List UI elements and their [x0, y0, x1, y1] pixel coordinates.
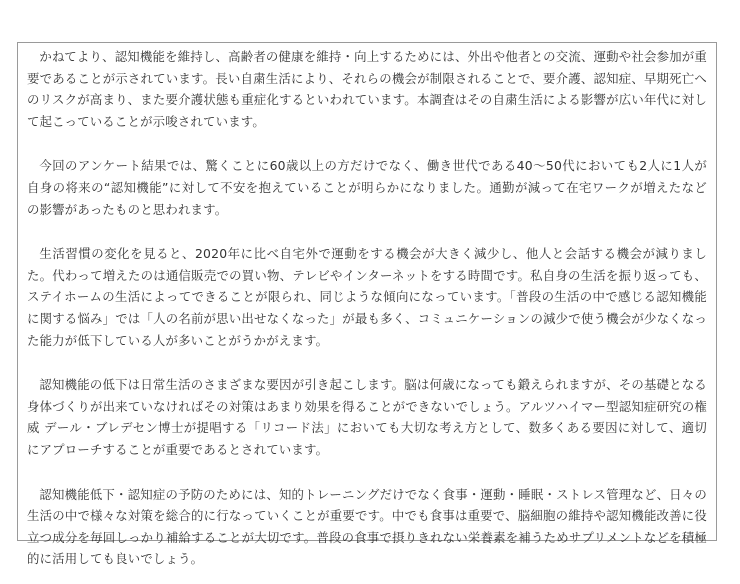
paragraph-intro: かねてより、認知機能を維持し、高齢者の健康を維持・向上するためには、外出や他者との交流、運動や社会参加が重要であることが示されています。長い自粛生活により、それらの機会が制限されることで、要介護、認知症、早期死亡へのリスクが高まり、また要介護状態も重症化するといわれています。本調査はその自粛生活による影響が広い年代に対して起こっていることが示唆されています。	[27, 49, 707, 129]
paragraph-survey-results: 今回のアンケート結果では、驚くことに60歳以上の方だけでなく、働き世代である40〜50代においても2人に1人が自身の将来の“認知機能”に対して不安を抱えていることが明らかになりました。通勤が減って在宅ワークが増えたなどの影響があったものと思われます。	[27, 158, 707, 217]
paragraph-prevention: 認知機能低下・認知症の予防のためには、知的トレーニングだけでなく食事・運動・睡眠・ストレス管理など、日々の生活の中で様々な対策を総合的に行なっていくことが重要です。中でも食事は重要で、脳細胞の維持や認知機能改善に役立つ成分を毎回しっかり補給することが大切です。普段の食事で摂りきれない栄養素を補うためサプリメントなどを積極的に活用しても良いでしょう。	[27, 486, 707, 567]
paragraph-cognitive-decline: 認知機能の低下は日常生活のさまざまな要因が引き起こします。脳は何歳になっても鍛えられますが、その基礎となる身体づくりが出来ていなければその対策はあまり効果を得ることができないでしょう。アルツハイマー型認知症研究の権威 デール・ブレデセン博士が提唱する「リコード法」においても大切な考え方として、数多くある要因に対して、適切にアプローチすることが重要であるとされています。	[27, 377, 707, 457]
paragraph-lifestyle-changes: 生活習慣の変化を見ると、2020年に比べ自宅外で運動をする機会が大きく減少し、他人と会話する機会が減りました。代わって増えたのは通信販売での買い物、テレビやインターネットをする時間です。私自身の生活を振り返っても、ステイホームの生活によってできることが限られ、同じような傾向になっています。「普段の生活の中で感じる認知機能に関する悩み」では「人の名前が思い出せなくなった」が最も多く、コミュニケーションの減少で使う機会が少なくなった能力が低下している人が多いことがうかがえます。	[27, 246, 707, 348]
article-text-box	[17, 42, 717, 567]
